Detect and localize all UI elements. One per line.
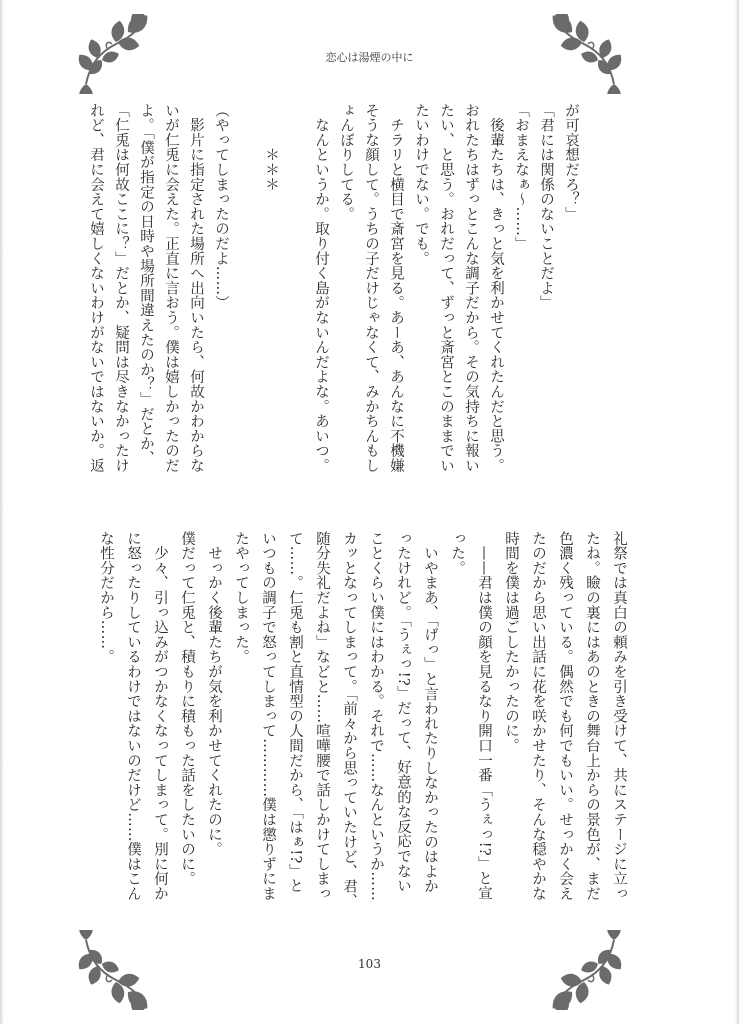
text-line: そうな顔して。うちの子だけじゃなくて、みかちんもし xyxy=(363,103,379,473)
text-line: ——君は僕の顔を見るなり開口一番「うぇっ!?」と宣 xyxy=(476,531,492,901)
text-line: たね。瞼の裏にはあのときの舞台上からの景色が、まだ xyxy=(584,531,600,901)
text-line: いつもの調子で怒ってしまって…………僕は懲りずにま xyxy=(260,531,276,901)
text-line: ＊＊＊ xyxy=(263,103,279,192)
text-line: れど、君に会えて嬉しくないわけがないではないか。返 xyxy=(88,103,104,473)
text-line: 礼祭では真白の頼みを引き受けて、共にステージに立っ xyxy=(611,531,627,901)
text-line: が可哀想だろ？」 xyxy=(563,103,579,222)
text-line: な性分だから……。 xyxy=(98,531,114,665)
text-line: 少々、引っ込みがつかなくなってしまって。別に何か xyxy=(152,531,168,901)
text-line: 「おまえなぁ〜……」 xyxy=(513,103,529,251)
page-number: 103 xyxy=(358,957,381,971)
running-header: 恋心は湯煙の中に xyxy=(325,51,414,64)
text-line: ことくらい僕にはわかる。それで……なんというか…… xyxy=(368,531,384,901)
text-line: 「仁兎は何故ここに？」だとか、疑問は尽きなかったけ xyxy=(113,103,129,473)
text-line: て……。仁兎も割と直情型の人間だから、「はぁ!?」と xyxy=(287,531,303,894)
text-line xyxy=(228,103,253,503)
text-line: （やってしまったのだよ……） xyxy=(213,103,229,311)
text-line: よ。「僕が指定の日時や場所間違えたのか？」だとか、 xyxy=(138,103,154,466)
text-line: に怒ったりしているわけではないのだけど……僕はこん xyxy=(125,531,141,901)
text-line: 時間を僕は過ごしたかったのに。 xyxy=(503,531,519,753)
text-line: 「君には関係のないことだよ」 xyxy=(538,103,554,311)
text-line: 色濃く残っている。偶然でも何でもいい。せっかく会え xyxy=(557,531,573,901)
text-line: せっかく後輩たちが気を利かせてくれたのに。 xyxy=(206,531,222,857)
text-line: なんというか。取り付く島がないんだよな。あいつ。 xyxy=(313,103,329,473)
text-line: たのだから思い出話に花を咲かせたり、そんな穏やかな xyxy=(530,531,546,901)
text-line xyxy=(278,103,303,503)
text-line: たやってしまった。 xyxy=(233,531,249,665)
text-line: 後輩たちは、きっと気を利かせてくれたんだと思う。 xyxy=(488,103,504,473)
text-line: ったけれど。「うぇっ!?」だって、好意的な反応でない xyxy=(395,531,411,894)
lower-text-block xyxy=(86,531,626,931)
text-line: いやまあ、「げっ」と言われたりしなかったのはよか xyxy=(422,531,438,894)
text-line: チラリと横目で斎宮を見る。あーあ、あんなに不機嫌 xyxy=(388,103,404,473)
page-edge-shadow-left xyxy=(0,0,4,1024)
text-line: 僕だって仁兎と、積もりに積もった話をしたいのに。 xyxy=(179,531,195,887)
text-line: ょんぼりしてる。 xyxy=(338,103,354,222)
text-line: おれたちはずっとこんな調子だから。その気持ちに報い xyxy=(463,103,479,473)
page-edge-shadow-right xyxy=(735,0,739,1024)
text-line: いが仁兎に会えた。正直に言おう。僕は嬉しかったのだ xyxy=(163,103,179,473)
text-line: 影片に指定された場所へ出向いたら、何故かわからな xyxy=(188,103,204,473)
text-line: たいわけでない。でも。 xyxy=(413,103,429,266)
text-line: カッとなってしまって。「前々から思っていたけど、君、 xyxy=(341,531,357,909)
upper-text-block xyxy=(78,103,578,503)
text-line: たい、と思う。おれだって、ずっと斎宮とこのままでい xyxy=(438,103,454,473)
text-line: った。 xyxy=(449,531,465,576)
text-line: 随分失礼だよね」などと……喧嘩腰で話しかけてしまっ xyxy=(314,531,330,901)
